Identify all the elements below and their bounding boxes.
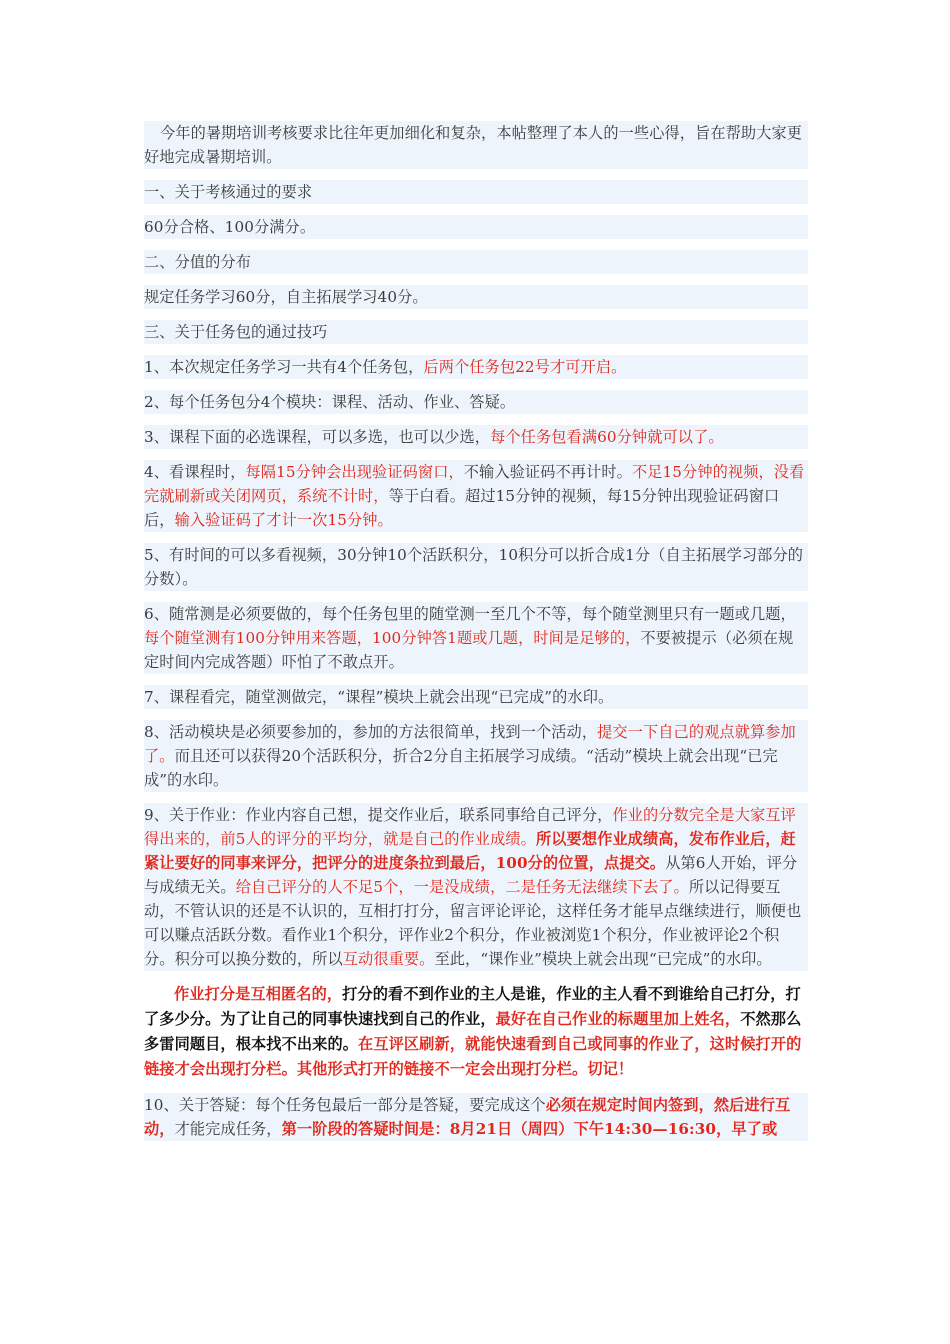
section-heading-1: 一、关于考核通过的要求 — [144, 180, 808, 204]
section-heading-2: 二、分值的分布 — [144, 250, 808, 274]
anonymous-grading-note: 作业打分是互相匿名的，打分的看不到作业的主人是谁，作业的主人看不到谁给自己打分，打了多少分。为了让自己的同事快速找到自己的作业，最好在自己作业的标题里加上姓名，不然那么多雷同题目，根本找不出来的。在互评区刷新，就能快速看到自己或同事的作业了，这时候打开的链接才会出现打分栏。其他形式打开的链接不一定会出现打分栏。切记！ — [144, 982, 808, 1082]
article-body — [144, 121, 808, 1152]
tip-2: 2、每个任务包分4个模块：课程、活动、作业、答疑。 — [144, 390, 808, 414]
tip-9: 9、关于作业：作业内容自己想，提交作业后，联系同事给自己评分，作业的分数完全是大家互评得出来的，前5人的评分的平均分，就是自己的作业成绩。所以要想作业成绩高，发布作业后，赶紧让要好的同事来评分，把评分的进度条拉到最后，100分的位置，点提交。从第6人开始，评分与成绩无关。给自己评分的人不足5个，一是没成绩，二是任务无法继续下去了。所以记得要互动，不管认识的还是不认识的，互相打打分，留言评论评论，这样任务才能早点继续进行，顺便也可以赚点活跃分数。看作业1个积分，评作业2个积分，作业被浏览1个积分，作业被评论2个积分。积分可以换分数的，所以互动很重要。至此，“课作业”模块上就会出现“已完成”的水印。 — [144, 803, 808, 971]
tip-1: 1、本次规定任务学习一共有4个任务包，后两个任务包22号才可开启。 — [144, 355, 808, 379]
section-heading-3: 三、关于任务包的通过技巧 — [144, 320, 808, 344]
tip-5: 5、有时间的可以多看视频，30分钟10个活跃积分，10积分可以折合成1分（自主拓展学习部分的分数）。 — [144, 543, 808, 591]
tip-3: 3、课程下面的必选课程，可以多选，也可以少选，每个任务包看满60分钟就可以了。 — [144, 425, 808, 449]
tip-8: 8、活动模块是必须要参加的，参加的方法很简单，找到一个活动，提交一下自己的观点就算参加了。而且还可以获得20个活跃积分，折合2分自主拓展学习成绩。“活动”模块上就会出现“已完成”的水印。 — [144, 720, 808, 792]
tip-10: 10、关于答疑：每个任务包最后一部分是答疑，要完成这个必须在规定时间内签到，然后进行互动，才能完成任务，第一阶段的答疑时间是：8月21日（周四）下午14:30—16:30，早了或 — [144, 1093, 808, 1141]
tip-4: 4、看课程时，每隔15分钟会出现验证码窗口，不输入验证码不再计时。不足15分钟的视频，没看完就刷新或关闭网页，系统不计时，等于白看。超过15分钟的视频，每15分钟出现验证码窗口后，输入验证码了才计一次15分钟。 — [144, 460, 808, 532]
tip-6: 6、随常测是必须要做的，每个任务包里的随堂测一至几个不等，每个随堂测里只有一题或几题，每个随堂测有100分钟用来答题，100分钟答1题或几题，时间是足够的，不要被提示（必须在规定时间内完成答题）吓怕了不敢点开。 — [144, 602, 808, 674]
score-distribution-paragraph: 规定任务学习60分，自主拓展学习40分。 — [144, 285, 808, 309]
intro-paragraph: 今年的暑期培训考核要求比往年更加细化和复杂，本帖整理了本人的一些心得，旨在帮助大家更好地完成暑期培训。 — [144, 121, 808, 169]
passing-score-paragraph: 60分合格、100分满分。 — [144, 215, 808, 239]
tip-7: 7、课程看完，随堂测做完，“课程”模块上就会出现“已完成”的水印。 — [144, 685, 808, 709]
